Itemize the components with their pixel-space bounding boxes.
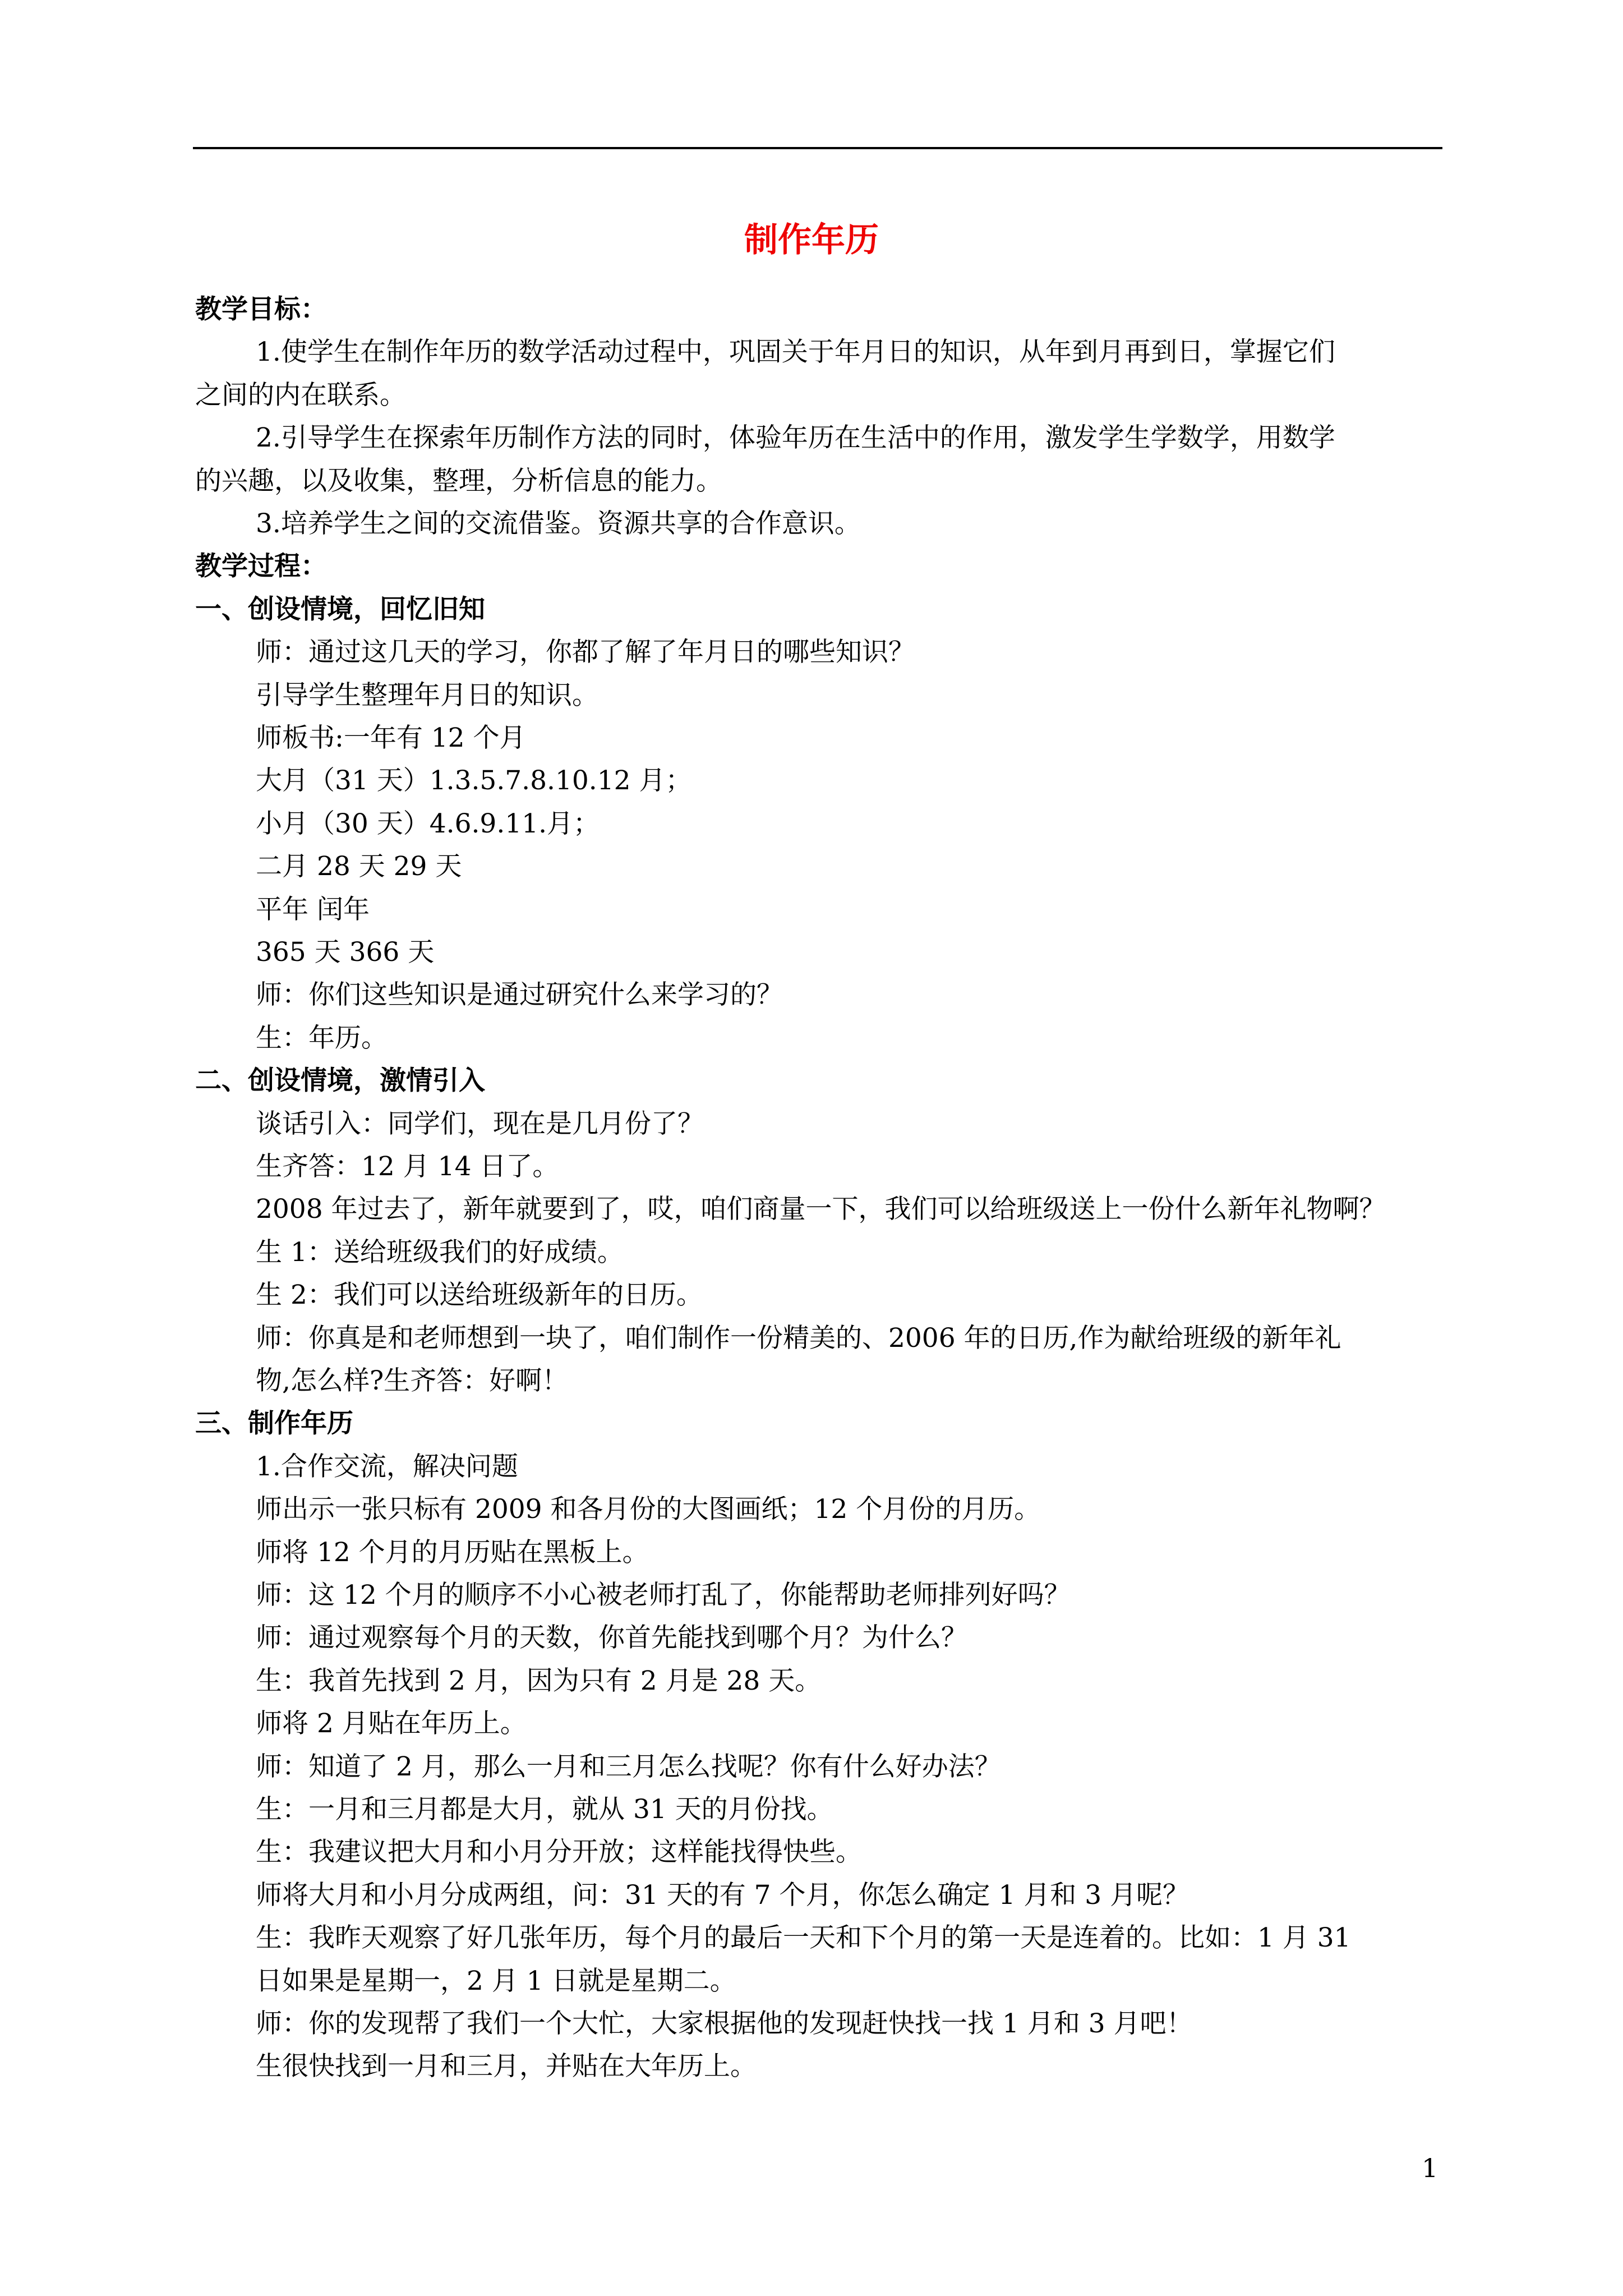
body-line: 2.引导学生在探索年历制作方法的同时，体验年历在生活中的作用，激发学生学数学，用数学 [256,422,1335,454]
body-line: 物,怎么样?生齐答：好啊！ [256,1365,569,1396]
body-line: 师：这 12 个月的顺序不小心被老师打乱了，你能帮助老师排列好吗？ [256,1580,1071,1611]
body-line: 师：通过观察每个月的天数，你首先能找到哪个月？为什么？ [256,1622,967,1654]
body-line: 生：年历。 [256,1022,388,1053]
page-number: 1 [1422,2153,1438,2183]
body-line: 师：你真是和老师想到一块了，咱们制作一份精美的、2006 年的日历,作为献给班级的新年礼 [256,1322,1341,1354]
body-line: 师出示一张只标有 2009 和各月份的大图画纸；12 个月份的月历。 [256,1494,1041,1525]
document-title: 制作年历 [744,220,879,260]
body-line: 生 1：送给班级我们的好成绩。 [256,1236,624,1268]
body-line: 生很快找到一月和三月，并贴在大年历上。 [256,2051,757,2082]
body-line: 谈话引入：同学们，现在是几月份了？ [256,1108,704,1139]
body-line: 日如果是星期一，2 月 1 日就是星期二。 [256,1965,736,1996]
body-line: 小月（30 天）4.6.9.11.月； [256,808,600,839]
body-line: 师将 12 个月的月历贴在黑板上。 [256,1536,649,1568]
section-heading: 三、制作年历 [195,1408,353,1439]
body-line: 师：通过这几天的学习，你都了解了年月日的哪些知识？ [256,637,915,668]
header-rule [193,147,1442,149]
body-line: 2008 年过去了，新年就要到了，哎，咱们商量一下，我们可以给班级送上一份什么新年礼物啊？ [256,1194,1386,1225]
section-heading: 教学过程： [195,551,327,582]
body-line: 师：你的发现帮了我们一个大忙，大家根据他的发现赶快找一找 1 月和 3 月吧！ [256,2008,1193,2039]
body-line: 师：知道了 2 月，那么一月和三月怎么找呢？你有什么好办法？ [256,1751,1001,1782]
body-line: 生齐答：12 月 14 日了。 [256,1151,559,1182]
section-heading: 一、创设情境，回忆旧知 [195,593,485,625]
body-line: 二月 28 天 29 天 [256,851,462,882]
body-line: 生：我首先找到 2 月，因为只有 2 月是 28 天。 [256,1665,822,1696]
body-line: 生：一月和三月都是大月，就从 31 天的月份找。 [256,1794,833,1825]
body-line: 引导学生整理年月日的知识。 [256,679,598,711]
body-line: 师：你们这些知识是通过研究什么来学习的？ [256,979,783,1011]
body-line: 3.培养学生之间的交流借鉴。资源共享的合作意识。 [256,508,861,539]
body-line: 1.使学生在制作年历的数学活动过程中，巩固关于年月日的知识，从年到月再到日，掌握它们 [256,337,1335,368]
body-line: 生 2：我们可以送给班级新年的日历。 [256,1280,703,1311]
body-line: 师板书:一年有 12 个月 [256,723,526,753]
body-line: 1.合作交流，解决问题 [256,1451,518,1482]
body-line: 师将大月和小月分成两组，问：31 天的有 7 个月，你怎么确定 1 月和 3 月呢？ [256,1879,1189,1911]
body-line: 生：我昨天观察了好几张年历，每个月的最后一天和下个月的第一天是连着的。比如：1 月 31 [256,1922,1351,1954]
section-heading: 二、创设情境，激情引入 [195,1065,485,1097]
body-line: 平年 闰年 [256,894,370,925]
body-line: 365 天 366 天 [256,937,435,968]
body-line: 的兴趣，以及收集，整理，分析信息的能力。 [195,465,722,496]
section-heading: 教学目标： [195,294,327,325]
body-line: 之间的内在联系。 [195,379,406,411]
body-line: 生：我建议把大月和小月分开放；这样能找得快些。 [256,1837,862,1868]
body-line: 师将 2 月贴在年历上。 [256,1708,527,1740]
body-line: 大月（31 天）1.3.5.7.8.10.12 月； [256,765,692,797]
